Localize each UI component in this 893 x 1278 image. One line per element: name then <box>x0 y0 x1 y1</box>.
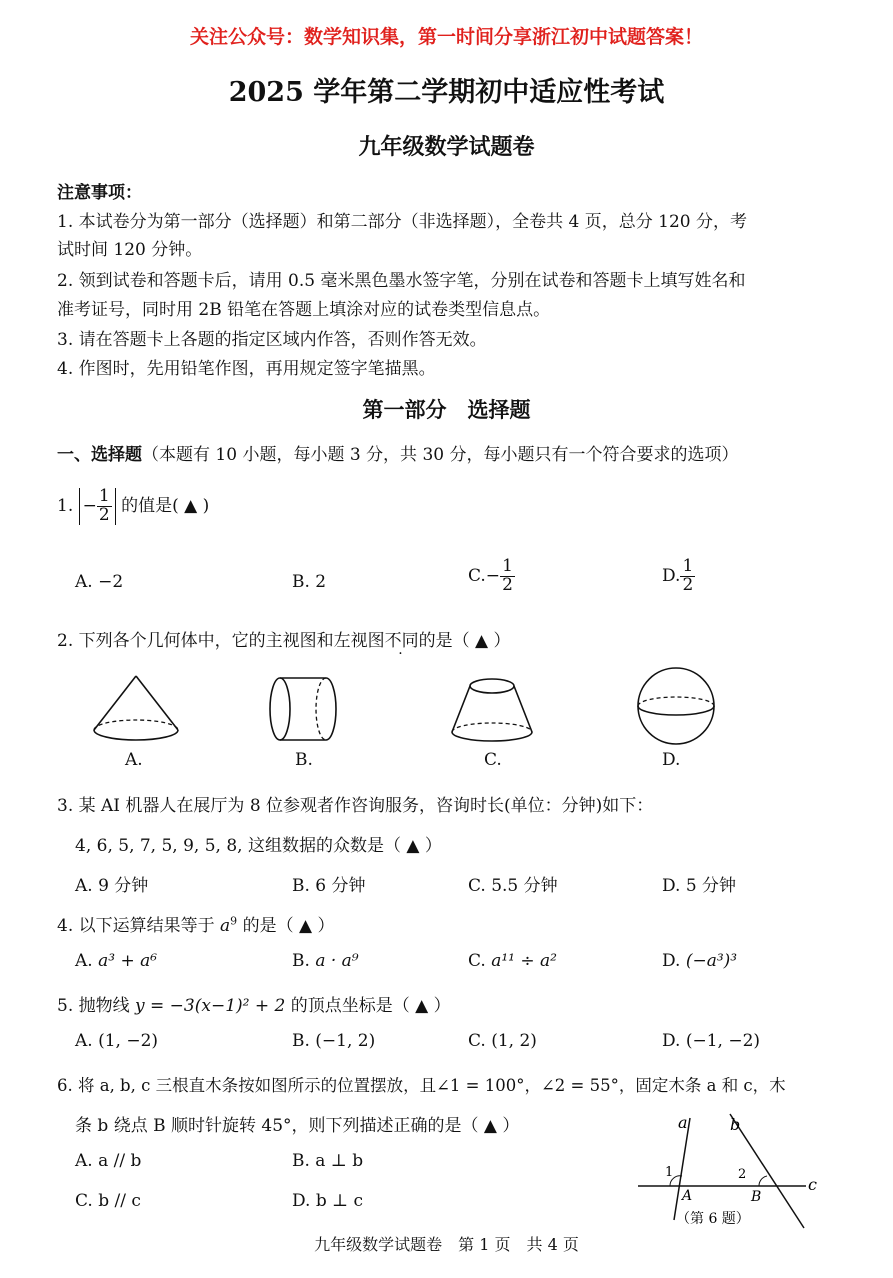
q6-label-point-a: A <box>682 1188 693 1204</box>
part-heading <box>57 440 739 465</box>
q4-option-a-expr: a³ + a⁶ <box>98 951 158 971</box>
q2-stem-emphasis: 不同 <box>384 631 419 651</box>
q1-absolute-value <box>79 488 116 525</box>
question-3: 3. 某 AI 机器人在展厅为 8 位参观者作咨询服务，咨询时长(单位：分钟)如下： <box>57 796 654 816</box>
q3-option-b: B. 6 分钟 <box>292 876 366 896</box>
q5-option-a: A. (1, −2) <box>75 1031 159 1051</box>
q5-stem-pre: 5. 抛物线 <box>57 996 136 1016</box>
frustum-figure <box>448 674 538 749</box>
q1-close: ) <box>202 495 210 516</box>
q1-option-c-numerator: 1 <box>502 556 513 576</box>
q4-stem-var: a <box>220 916 231 936</box>
q5-option-b: B. (−1, 2) <box>292 1031 376 1051</box>
q3-data: 4, 6, 5, 7, 5, 9, 5, 8, 这组数据的众数是（ ▲ ） <box>75 836 442 856</box>
q4-option-c <box>468 951 557 971</box>
q4-option-a-label: A. <box>75 951 99 971</box>
q5-option-d: D. (−1, −2) <box>662 1031 761 1051</box>
promo-banner: 关注公众号：数学知识集，第一时间分享浙江初中试题答案！ <box>189 26 703 48</box>
cone-figure <box>90 672 185 747</box>
q6-option-d: D. b ⊥ c <box>292 1191 364 1211</box>
q1-option-d-prefix: D. <box>662 565 681 586</box>
q1-denominator: 2 <box>98 504 110 525</box>
q4-option-c-label: C. <box>468 951 492 971</box>
question-1 <box>57 488 209 525</box>
q4-option-d-expr: (−a³)³ <box>685 951 738 971</box>
section-title: 第一部分 选择题 <box>362 397 531 422</box>
q6-label-c: c <box>808 1175 817 1194</box>
q2-option-a: A. <box>125 750 143 770</box>
q4-stem-exp: 9 <box>230 914 238 928</box>
q6-label-a: a <box>678 1113 688 1132</box>
part-heading-desc: （本题有 10 小题，每小题 3 分，共 30 分，每小题只有一个符合要求的选项） <box>142 445 739 465</box>
q4-stem-post: 的是（ ▲ ） <box>237 916 335 936</box>
q1-numerator: 1 <box>98 486 110 506</box>
q4-option-b-expr: a · a⁹ <box>315 951 359 971</box>
q2-option-d: D. <box>662 750 681 770</box>
q1-stem: 的值是( <box>121 495 179 516</box>
question-5 <box>57 991 451 1016</box>
q1-option-c-denominator: 2 <box>502 574 513 595</box>
exam-title: 2025 学年第二学期初中适应性考试 <box>228 77 665 108</box>
q3-option-a: A. 9 分钟 <box>75 876 149 896</box>
q6-line-a <box>674 1118 693 1220</box>
q1-minus: − <box>82 495 97 516</box>
notice-item-1-cont: 试时间 120 分钟。 <box>57 240 203 260</box>
q6-figure-caption: （第 6 题） <box>676 1211 750 1227</box>
q1-option-d-denominator: 2 <box>682 574 694 595</box>
q1-option-d-fraction <box>680 558 695 595</box>
q6-label-1: 1 <box>665 1165 674 1180</box>
notice-item-2: 2. 领到试卷和答题卡后，请用 0.5 毫米黑色墨水签字笔，分别在试卷和答题卡上填写姓名和 <box>57 271 746 291</box>
q1-option-d <box>662 558 695 595</box>
q4-option-b <box>292 951 359 971</box>
q2-stem-pre: 2. 下列各个几何体中，它的主视图和左视图 <box>57 631 385 651</box>
q2-option-b: B. <box>295 750 313 770</box>
page-footer: 九年级数学试题卷 第 1 页 共 4 页 <box>314 1235 579 1254</box>
q6-label-point-b: B <box>751 1189 762 1205</box>
q1-option-c-fraction <box>500 558 515 595</box>
q5-option-c: C. (1, 2) <box>468 1031 537 1051</box>
q2-option-c: C. <box>484 750 502 770</box>
notice-item-4: 4. 作图时，先用铅笔作图，再用规定签字笔描黑。 <box>57 359 436 379</box>
q1-option-a: A. −2 <box>75 572 124 592</box>
notice-heading: 注意事项： <box>57 183 142 203</box>
q6-figure <box>634 1110 824 1230</box>
exam-subtitle: 九年级数学试题卷 <box>358 134 535 160</box>
q5-stem-post: 的顶点坐标是（ ▲ ） <box>285 996 451 1016</box>
q1-answer-mark: ▲ <box>184 495 198 516</box>
q5-stem-expr: y = −3(x−1)² + 2 <box>135 996 286 1016</box>
q6-option-b: B. a ⊥ b <box>292 1151 364 1171</box>
notice-item-2-cont: 准考证号，同时用 2B 铅笔在答题上填涂对应的试卷类型信息点。 <box>57 300 551 320</box>
q6-stem-cont: 条 b 绕点 B 顺时针旋转 45°，则下列描述正确的是（ ▲ ） <box>75 1116 520 1136</box>
q1-option-b: B. 2 <box>292 572 327 592</box>
question-6: 6. 将 a, b, c 三根直木条按如图所示的位置摆放，且∠1 = 100°，∠2 = 55°，固定木条 a 和 c，木 <box>57 1076 786 1095</box>
q1-fraction <box>97 488 112 525</box>
q4-option-c-expr: a¹¹ ÷ a² <box>491 951 557 971</box>
sphere-figure <box>636 666 720 750</box>
q3-option-c: C. 5.5 分钟 <box>468 876 558 896</box>
q1-option-c-prefix: C.− <box>468 565 501 586</box>
part-heading-label: 一、选择题 <box>57 445 142 465</box>
q4-option-a <box>75 951 157 971</box>
question-4 <box>57 911 334 936</box>
q1-option-c <box>468 558 515 595</box>
question-2 <box>57 626 511 651</box>
q1-option-d-numerator: 1 <box>682 556 694 576</box>
q6-option-c: C. b // c <box>75 1191 141 1211</box>
notice-item-1: 1. 本试卷分为第一部分（选择题）和第二部分（非选择题），全卷共 4 页，总分 120 分，考 <box>57 212 748 232</box>
q1-number: 1. <box>57 495 74 516</box>
q6-label-2: 2 <box>738 1167 747 1182</box>
q6-option-a: A. a // b <box>75 1151 142 1171</box>
q6-label-b: b <box>730 1115 741 1134</box>
cylinder-figure <box>266 674 346 749</box>
notice-item-3: 3. 请在答题卡上各题的指定区域内作答，否则作答无效。 <box>57 330 487 350</box>
q4-option-d <box>662 951 737 971</box>
q4-stem-pre: 4. 以下运算结果等于 <box>57 916 221 936</box>
q2-stem-post: 的是（ ▲ ） <box>418 631 511 651</box>
q4-option-d-label: D. <box>662 951 686 971</box>
q3-option-d: D. 5 分钟 <box>662 876 737 896</box>
q4-option-b-label: B. <box>292 951 316 971</box>
